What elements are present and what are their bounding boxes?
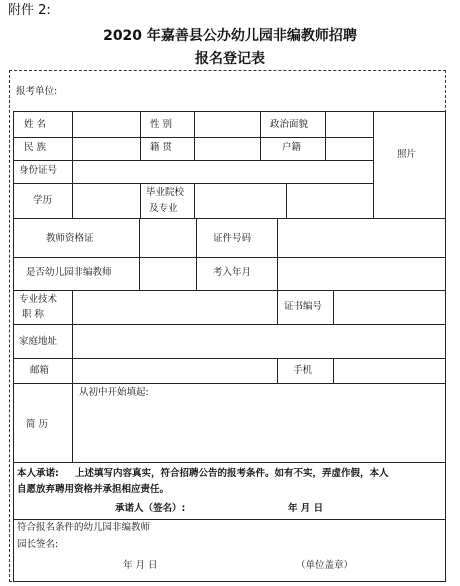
education-field[interactable] (74, 185, 138, 217)
gender-field[interactable] (196, 113, 258, 135)
promise-label: 本人承诺: (17, 468, 59, 479)
ethnicity-field[interactable] (74, 139, 138, 159)
resume-label: 简 历 (26, 419, 49, 430)
cert-number-field[interactable] (279, 220, 444, 256)
postcode-label: 邮箱 (30, 365, 50, 376)
school-major-label-2: 及专业 (149, 203, 178, 214)
hukou-field[interactable] (327, 139, 371, 159)
id-number-field[interactable] (74, 162, 371, 182)
attachment-label: 附件 2: (8, 3, 51, 18)
resume-hint: 从初中开始填起: (79, 387, 149, 398)
years-entered-field[interactable] (279, 259, 444, 289)
gender-label: 性 别 (150, 119, 173, 130)
major-field[interactable] (288, 185, 371, 217)
teacher-cert-field[interactable] (141, 220, 194, 256)
home-address-label: 家庭地址 (19, 336, 58, 347)
postcode-field[interactable] (74, 360, 275, 382)
resume-field[interactable] (74, 400, 444, 460)
is-nonstaff-label: 是否幼儿园非编教师 (26, 267, 112, 278)
promise-text-1: 上述填写内容真实，符合招聘公告的报考条件。如有不实，弄虚作假，本人 (75, 468, 389, 479)
name-field[interactable] (74, 113, 138, 135)
photo-field[interactable] (375, 113, 444, 216)
home-address-field[interactable] (74, 326, 444, 357)
school-field[interactable] (196, 185, 284, 217)
political-field[interactable] (327, 113, 371, 135)
qualify-label-2: 园长签名: (17, 539, 59, 550)
ethnicity-label: 民 族 (24, 142, 47, 153)
qualify-date: 年 月 日 (123, 560, 158, 571)
name-label: 姓 名 (24, 119, 47, 130)
photo-label: 照片 (397, 149, 417, 160)
native-place-label: 籍 贯 (150, 142, 173, 153)
cert-no-label: 证书编号 (284, 301, 323, 312)
qualify-label-1: 符合报名条件的幼儿园非编教师 (17, 522, 151, 533)
promise-text-2: 自愿放弃聘用资格并承担相应责任。 (17, 484, 170, 495)
cert-number-label: 证件号码 (213, 233, 252, 244)
id-number-label: 身份证号 (19, 165, 58, 176)
applying-unit-label: 报考单位: (16, 86, 58, 97)
school-major-label-1: 毕业院校 (146, 187, 185, 198)
page-subtitle: 报名登记表 (195, 51, 265, 67)
is-nonstaff-field[interactable] (141, 259, 194, 289)
native-place-field[interactable] (196, 139, 258, 159)
unit-seal-label: （单位盖章） (296, 560, 354, 571)
mobile-field[interactable] (335, 360, 444, 382)
prof-title-label-1: 专业技术 (19, 294, 58, 305)
education-label: 学历 (33, 195, 53, 206)
teacher-cert-label: 教师资格证 (46, 233, 94, 244)
promise-date: 年 月 日 (288, 503, 324, 514)
mobile-label: 手机 (293, 365, 313, 376)
promiser-label: 承诺人（签名）: (115, 503, 186, 514)
prof-title-label-2: 职 称 (22, 309, 45, 320)
cert-no-field[interactable] (335, 292, 444, 323)
years-entered-label: 考入年月 (213, 267, 252, 278)
applying-unit-field[interactable] (70, 80, 440, 102)
prof-title-field[interactable] (74, 292, 275, 323)
political-label: 政治面貌 (270, 119, 309, 130)
director-signature-field[interactable] (70, 536, 190, 552)
hukou-label: 户籍 (282, 142, 302, 153)
promiser-signature-field[interactable] (205, 500, 280, 516)
page-title: 2020 年嘉善县公办幼儿园非编教师招聘 (103, 28, 357, 44)
